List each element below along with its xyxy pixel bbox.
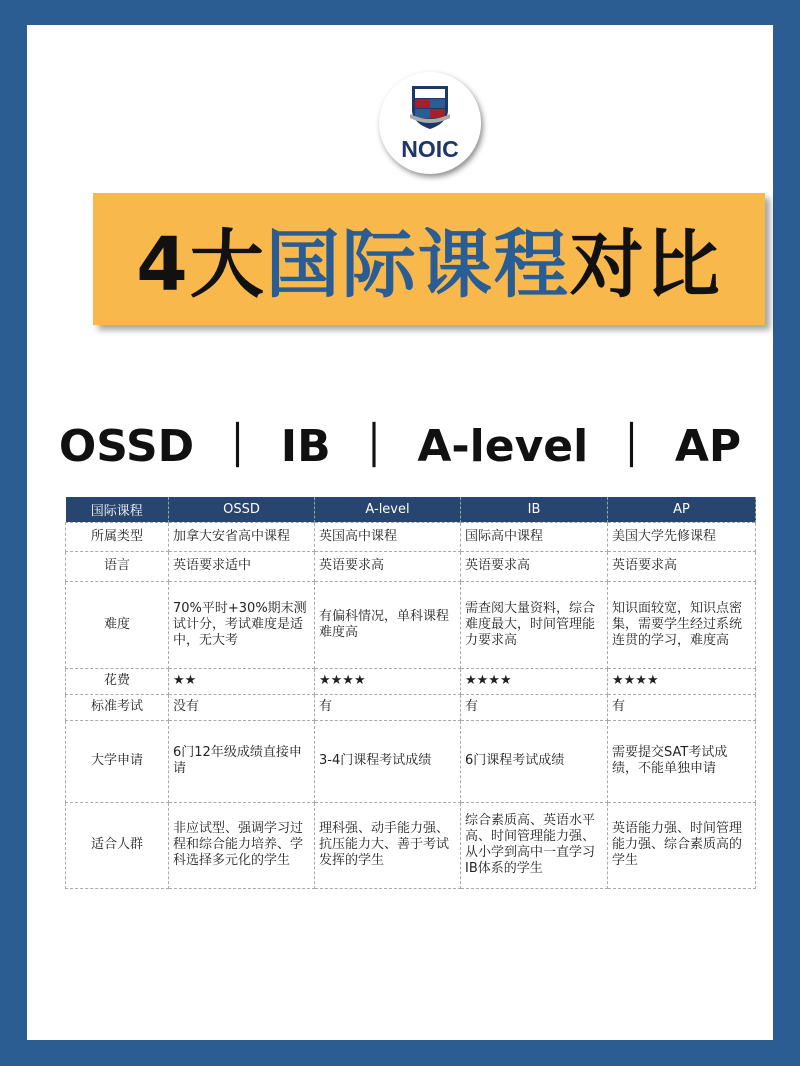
column-header: A-level (315, 497, 461, 522)
table-cell: 有偏科情况，单科课程难度高 (315, 581, 461, 668)
table-row (66, 581, 756, 668)
table-cell: 非应试型、强调学习过程和综合能力培养、学科选择多元化的学生 (169, 802, 315, 888)
table-cell: ★★ (169, 668, 315, 694)
title-banner (93, 193, 765, 325)
table-row (66, 694, 756, 720)
title-part-3: 对比 (569, 222, 722, 308)
table-cell: 需查阅大量资料，综合难度最大，时间管理能力要求高 (461, 581, 608, 668)
table-cell: 加拿大安省高中课程 (169, 522, 315, 551)
subtitle: OSSD ｜ IB ｜ A-level ｜ AP (58, 421, 742, 472)
table-row (66, 522, 756, 551)
column-header: IB (461, 497, 608, 522)
table-row (66, 720, 756, 802)
table-row (66, 802, 756, 888)
title-part-2: 国际课程 (265, 222, 570, 308)
table-cell: ★★★★ (608, 668, 756, 694)
row-header: 标准考试 (66, 694, 169, 720)
table-cell: ★★★★ (461, 668, 608, 694)
table-cell: 理科强、动手能力强、抗压能力大、善于考试发挥的学生 (315, 802, 461, 888)
table-cell: 70%平时+30%期末测试计分，考试难度是适中，无大考 (169, 581, 315, 668)
table-cell: 英语要求适中 (169, 551, 315, 581)
noic-logo (379, 72, 481, 174)
table-cell: 英语要求高 (461, 551, 608, 581)
table-cell: ★★★★ (315, 668, 461, 694)
column-header: 国际课程 (66, 497, 169, 522)
table-cell: 6门12年级成绩直接申请 (169, 720, 315, 802)
table-cell: 需要提交SAT考试成绩，不能单独申请 (608, 720, 756, 802)
table-cell: 有 (461, 694, 608, 720)
row-header: 所属类型 (66, 522, 169, 551)
table-cell: 美国大学先修课程 (608, 522, 756, 551)
table-cell: 知识面较宽，知识点密集，需要学生经过系统连贯的学习，难度高 (608, 581, 756, 668)
table-cell: 英国高中课程 (315, 522, 461, 551)
title-part-1: 4大 (136, 222, 266, 308)
column-header: AP (608, 497, 756, 522)
row-header: 花费 (66, 668, 169, 694)
crest-icon (410, 84, 450, 130)
column-header: OSSD (169, 497, 315, 522)
table-cell: 国际高中课程 (461, 522, 608, 551)
comparison-table (65, 497, 756, 889)
table-cell: 没有 (169, 694, 315, 720)
row-header: 语言 (66, 551, 169, 581)
table-row (66, 668, 756, 694)
table-cell: 英语要求高 (315, 551, 461, 581)
row-header: 难度 (66, 581, 169, 668)
table-cell: 综合素质高、英语水平高、时间管理能力强、从小学到高中一直学习IB体系的学生 (461, 802, 608, 888)
table-cell: 6门课程考试成绩 (461, 720, 608, 802)
table-cell: 英语能力强、时间管理能力强、综合素质高的学生 (608, 802, 756, 888)
row-header: 适合人群 (66, 802, 169, 888)
table-row (66, 551, 756, 581)
table-cell: 有 (608, 694, 756, 720)
table-cell: 3-4门课程考试成绩 (315, 720, 461, 802)
table-cell: 有 (315, 694, 461, 720)
logo-text: NOIC (401, 136, 459, 162)
table-cell: 英语要求高 (608, 551, 756, 581)
row-header: 大学申请 (66, 720, 169, 802)
